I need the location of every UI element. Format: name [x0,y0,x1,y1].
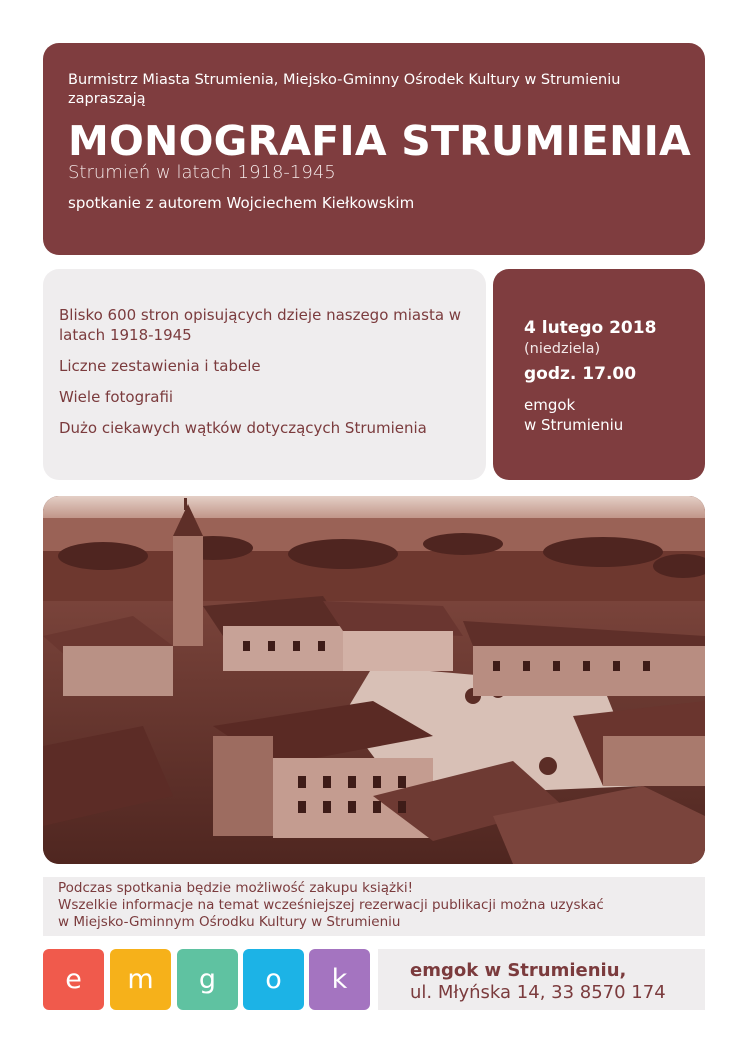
organizers-text [68,71,681,109]
notice-line: Wszelkie informacje na temat wcześniejszej rezerwacji publikacji można uzyskać [58,897,604,913]
organizers-line-1: Burmistrz Miasta Strumienia, Miejsko-Gminny Ośrodek Kultury w Strumieniu [68,72,621,88]
features-panel [43,269,486,480]
event-place-line-2: w Strumieniu [524,416,624,434]
event-weekday: (niedziela) [524,341,601,357]
logo-tile-k: k [309,949,370,1010]
logo-tile-m: m [110,949,171,1010]
town-illustration [43,496,705,864]
historic-town-photo [43,496,705,864]
organizers-line-2: zapraszają [68,91,146,107]
logo-tile-e: e [43,949,104,1010]
notice-panel [43,877,705,936]
notice-line: w Miejsko-Gminnym Ośrodku Kultury w Strumieniu [58,914,401,930]
logo-tile-g: g [177,949,238,1010]
feature-item: Dużo ciekawych wątków dotyczących Strumienia [59,419,427,437]
header-banner [43,43,705,255]
notice-line: Podczas spotkania będzie możliwość zakupu książki! [58,880,414,896]
feature-item: Liczne zestawienia i tabele [59,357,261,375]
contact-address: ul. Młyńska 14, 33 8570 174 [410,982,666,1003]
meeting-text: spotkanie z autorem Wojciechem Kiełkowskim [68,194,415,212]
contact-name: emgok w Strumieniu, [410,960,627,981]
poster-title: MONOGRAFIA STRUMIENIA [68,117,691,165]
contact-panel [378,949,705,1010]
event-info-panel [493,269,705,480]
poster-subtitle: Strumień w latach 1918-1945 [68,162,336,183]
event-time: godz. 17.00 [524,364,637,384]
logo-tile-o: o [243,949,304,1010]
feature-item: Blisko 600 stron opisujących dzieje naszego miasta w latach 1918-1945 [59,306,462,344]
event-date: 4 lutego 2018 [524,318,657,338]
event-place-line-1: emgok [524,396,576,414]
feature-item: Wiele fotografii [59,388,174,406]
